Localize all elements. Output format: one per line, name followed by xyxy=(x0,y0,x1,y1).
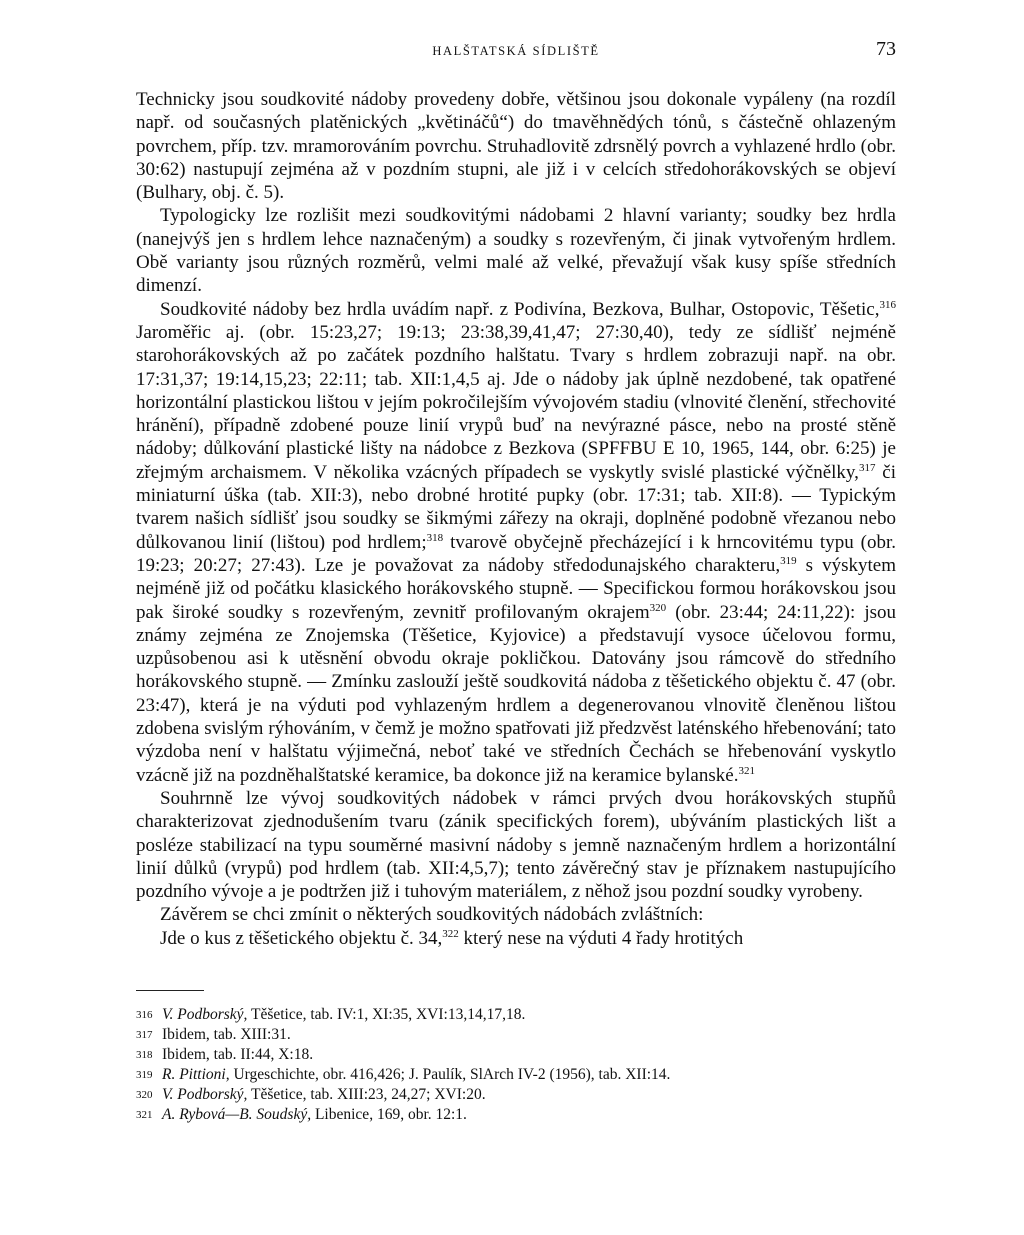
footnote-text xyxy=(162,1045,313,1065)
page-number: 73 xyxy=(876,38,896,60)
footnote-ref-316: 316 xyxy=(879,298,896,311)
paragraph-3-part-a: Soudkovité nádoby bez hrdla uvádím např. z Podivína, Bezkova, Bulhar, Ostopovic, Těšetic, xyxy=(160,298,880,320)
footnote-body: Těšetice, tab. IV:1, XI:35, XVI:13,14,17,18. xyxy=(247,1005,526,1023)
footnote-number: 321 xyxy=(136,1108,153,1121)
paragraph-6 xyxy=(136,927,896,950)
footnote-body: Ibidem, tab. II:44, X:18. xyxy=(162,1045,314,1063)
footnotes xyxy=(136,1005,896,1125)
footnote-ref-318: 318 xyxy=(426,531,444,544)
footnote-number: 319 xyxy=(136,1068,153,1081)
footnote-author: R. Pittioni, xyxy=(162,1065,230,1083)
paragraph-5: Závěrem se chci zmínit o některých soudkovitých nádobách zvláštních: xyxy=(160,904,704,926)
paragraph-3 xyxy=(136,298,896,787)
footnote-ref-320: 320 xyxy=(649,601,667,614)
footnote-ref-322: 322 xyxy=(442,927,459,940)
body-text xyxy=(136,88,896,950)
paragraph-6-part-b: který nese na výduti 4 řady hrotitých xyxy=(458,927,744,949)
paragraph-4: Souhrnně lze vývoj soudkovitých nádobek v rámci prvých dvou horákovských stupňů charakterizovat zjednodušením tvaru (zánik specifických forem), ubýváním plastických lišt a posléze stabilizací na typu souměrné masivní nádoby s jemně naznačeným hrdlem a horizontální linií důlků (vrypů) pod hrdlem (tab. XII:4,5,7); tento závěrečný stav je příznakem nastupujícího pozdního vývoje a je podtržen již i tuhovým materiálem, z něhož jsou pozdní soudky vyrobeny. xyxy=(136,787,896,903)
paragraph-2: Typologicky lze rozlišit mezi soudkovitými nádobami 2 hlavní varianty; soudky bez hrdla (nanejvýš jen s hrdlem lehce naznačeným) a soudky s rozevřeným, či jinak vytvořeným hrdlem. Obě varianty jsou různých rozměrů, velmi malé až velké, převažují však kusy spíše středních dimenzí. xyxy=(136,205,896,297)
page xyxy=(136,36,896,1125)
footnote-ref-317: 317 xyxy=(858,461,876,474)
footnote-author: V. Podborský, xyxy=(162,1085,248,1103)
footnote-ref-319: 319 xyxy=(780,554,797,567)
footnote-number: 318 xyxy=(136,1048,153,1061)
footnote-body: Libenice, 169, obr. 12:1. xyxy=(311,1105,467,1123)
footnote-321 xyxy=(136,1105,896,1125)
paragraph-6-part-a: Jde o kus z těšetického objektu č. 34, xyxy=(160,927,443,949)
footnote-body: Těšetice, tab. XIII:23, 24,27; XVI:20. xyxy=(247,1085,486,1103)
footnote-ref-321: 321 xyxy=(738,764,755,777)
footnote-number: 320 xyxy=(136,1088,153,1101)
paragraph-3-part-e: s výskytem nejméně již od počátku klasického horákovského stupně. — Specifickou formou horákovskou jsou pak široké soudky s rozevřeným, zevnitř profilovaným okrajem xyxy=(136,554,897,623)
footnote-divider xyxy=(136,990,204,991)
footnote-318 xyxy=(136,1045,896,1065)
running-title: HALŠTATSKÁ SÍDLIŠTĚ xyxy=(432,44,600,58)
paragraph-3-part-d: tvarově obyčejně přecházející i k hrncovitému typu (obr. 19:23; 20:27; 27:43). Lze je považovat za nádoby středodunajského charakteru, xyxy=(136,531,896,576)
footnote-text xyxy=(162,1105,467,1125)
paragraph-3-part-f: (obr. 23:44; 24:11,22): jsou známy zejména ze Znojemska (Těšetice, Kyjovice) a představují vysoce účelovou formu, uzpůsobenou asi k utěsnění obvodu okraje pokličkou. Datovány jsou rámcově do středního horákovského stupně. — Zmínku zaslouží ještě soudkovitá nádoba z těšetického objektu č. 47 (obr. 23:47), která je na výduti pod vyhlazeným hrdlem a degenerovanou vlnovitě členěnou lištou zdobena svislým rýhováním, v čemž je možno spatřovati již předzvěst laténského hřebenování; tato výzdoba není v halštatu výjimečná, neboť také ve středních Čechách se hřebenování vyskytlo vzácně již na pozdněhalštatské keramice, ba dokonce již na keramice bylanské. xyxy=(136,601,896,786)
footnote-body: Urgeschichte, obr. 416,426; J. Paulík, SlArch IV-2 (1956), tab. XII:14. xyxy=(229,1065,671,1083)
paragraph-1: Technicky jsou soudkovité nádoby provedeny dobře, většinou jsou dokonale vypáleny (na rozdíl např. od současných platěnických „květináčů“) do tmavěhnědých tónů, s částečně ohlazeným povrchem, příp. tzv. mramorováním povrchu. Struhadlovitě zdrsnělý povrch a vyhlazené hrdlo (obr. 30:62) nastupují zejména až v pozdním stupni, ale již i v celcích středohorákovských se objeví (Bulhary, obj. č. 5). xyxy=(136,89,896,204)
footnote-320 xyxy=(136,1085,896,1105)
footnote-body: Ibidem, tab. XIII:31. xyxy=(162,1025,291,1043)
footnote-319 xyxy=(136,1065,896,1085)
footnote-text xyxy=(162,1005,525,1025)
footnote-author: A. Rybová—B. Soudský, xyxy=(162,1105,312,1123)
footnote-author: V. Podborský, xyxy=(162,1005,248,1023)
footnote-text xyxy=(162,1025,291,1045)
paragraph-3-part-c: či miniaturní úška (tab. XII:3), nebo drobné hrotité pupky (obr. 17:31; tab. XII:8). — Typickým tvarem našich sídlišť jsou soudky se šikmými zářezy na okraji, doplněné podobně vřezanou nebo důlkovanou linií (lištou) pod hrdlem; xyxy=(136,461,897,553)
footnote-316 xyxy=(136,1005,896,1025)
paragraph-3-part-b: Jaroměřic aj. (obr. 15:23,27; 19:13; 23:38,39,41,47; 27:30,40), tedy ze sídlišť nejméně starohorákovských až po začátek pozdního halštatu. Tvary s hrdlem zobrazuji např. na obr. 17:31,37; 19:14,15,23; 22:11; tab. XII:1,4,5 aj. Jde o nádoby jak úplně nezdobené, tak opatřené horizontální plastickou lištou v jejím pokročilejším vývojovém stadiu (vlnovité členění, střechovité hránění), případně zdobené pouze linií vrypů buď na nevýrazné pásce, nebo na prosté stěně nádoby; důlkování plastické lišty na nádobce z Bezkova (SPFFBU E 10, 1965, 144, obr. 6:25) je zřejmým archaismem. V několika vzácných případech se vyskytly svislé plastické výčnělky, xyxy=(136,321,896,483)
footnote-number: 317 xyxy=(136,1028,153,1041)
footnote-317 xyxy=(136,1025,896,1045)
footnote-text xyxy=(162,1085,486,1105)
running-head xyxy=(136,36,896,76)
footnote-number: 316 xyxy=(136,1008,153,1021)
footnote-text xyxy=(162,1065,670,1085)
